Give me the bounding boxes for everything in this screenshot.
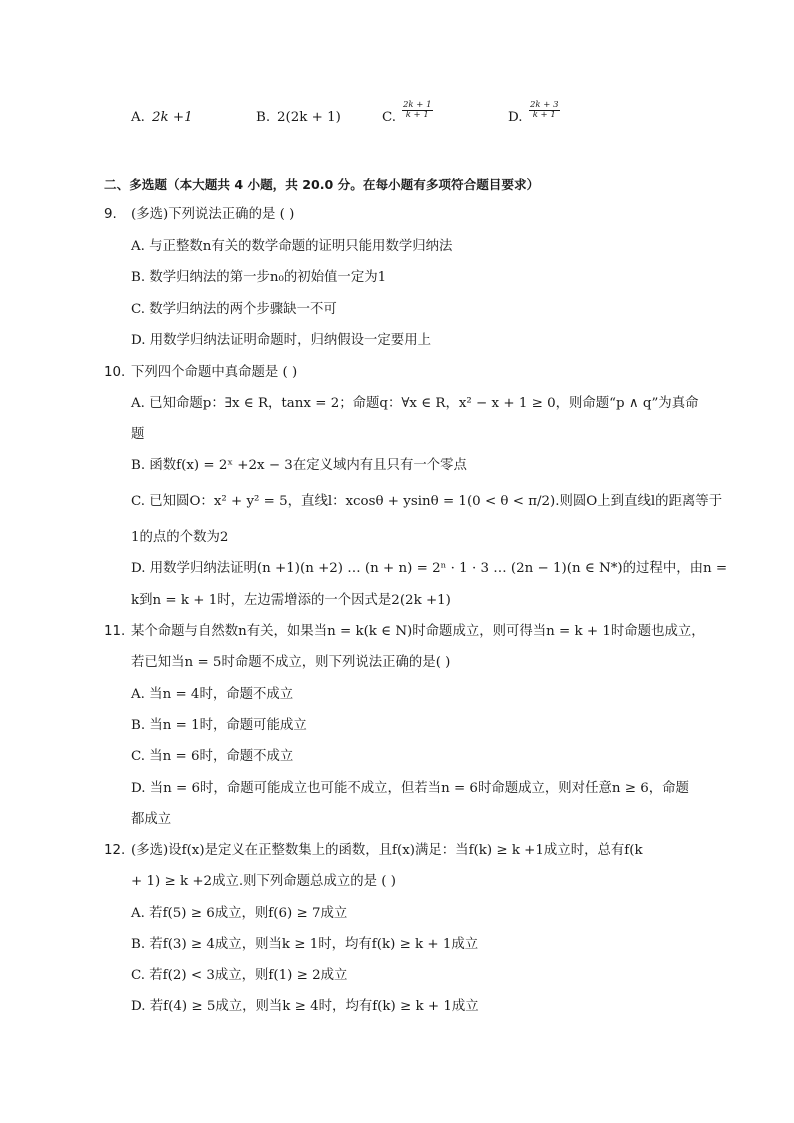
option-b: B. 若f(3) ≥ 4成立，则当k ≥ 1时，均有f(k) ≥ k + 1成立 xyxy=(131,937,479,952)
option-c: C. 若f(2) < 3成立，则f(1) ≥ 2成立 xyxy=(131,968,348,983)
option-b: B. 当n = 1时，命题可能成立 xyxy=(131,718,307,733)
option-c: C. 已知圆O：x² + y² = 5，直线l：xcosθ + ysinθ = 1(0 < θ < π/2).则圆O上到直线l的距离等于 xyxy=(131,494,723,509)
prev-option-d-numerator: 2k + 3 xyxy=(530,100,559,110)
prev-option-c-letter: C. xyxy=(382,110,397,125)
option-a: A. 若f(5) ≥ 6成立，则f(6) ≥ 7成立 xyxy=(131,906,348,921)
option-a-continued: 题 xyxy=(131,427,145,442)
option-d-continued: k到n = k + 1时，左边需增添的一个因式是2(2k +1) xyxy=(131,593,451,608)
question-number: 10. xyxy=(104,365,126,380)
option-c: C. 当n = 6时，命题不成立 xyxy=(131,749,294,764)
question-number: 12. xyxy=(104,843,126,858)
option-b: B. 函数f(x) = 2ˣ +2x − 3在定义域内有且只有一个零点 xyxy=(131,458,467,473)
question-stem: (多选)下列说法正确的是 ( ) xyxy=(131,207,295,222)
option-a: A. 当n = 4时，命题不成立 xyxy=(131,687,294,702)
prev-option-d-denominator: k + 1 xyxy=(532,110,556,120)
option-d: D. 用数学归纳法证明命题时，归纳假设一定要用上 xyxy=(131,333,431,348)
question-stem-continued: + 1) ≥ k +2成立.则下列命题总成立的是 ( ) xyxy=(131,874,396,889)
prev-option-c-numerator: 2k + 1 xyxy=(403,100,432,110)
prev-option-d-letter: D. xyxy=(508,110,523,125)
question-stem: 下列四个命题中真命题是 ( ) xyxy=(131,365,298,380)
option-c: C. 数学归纳法的两个步骤缺一不可 xyxy=(131,302,337,317)
option-d: D. 用数学归纳法证明(n +1)(n +2) … (n + n) = 2ⁿ · 1 · 3 … (2n − 1)(n ∈ N*)的过程中，由n = xyxy=(131,561,728,576)
prev-option-d-fraction xyxy=(529,101,560,120)
option-d-continued: 都成立 xyxy=(131,812,172,827)
option-a: A. 与正整数n有关的数学命题的证明只能用数学归纳法 xyxy=(131,239,453,254)
prev-option-b-text: 2(2k + 1) xyxy=(277,110,341,125)
option-a: A. 已知命题p：∃x ∈ R，tanx = 2；命题q：∀x ∈ R，x² − x + 1 ≥ 0，则命题“p ∧ q”为真命 xyxy=(131,396,699,411)
question-stem: 某个命题与自然数n有关，如果当n = k(k ∈ N)时命题成立，则可得当n = k + 1时命题也成立， xyxy=(131,624,705,639)
question-stem-continued: 若已知当n = 5时命题不成立，则下列说法正确的是( ) xyxy=(131,655,451,670)
option-d: D. 若f(4) ≥ 5成立，则当k ≥ 4时，均有f(k) ≥ k + 1成立 xyxy=(131,999,479,1014)
prev-option-a-letter: A. xyxy=(131,110,145,125)
option-c-continued: 1的点的个数为2 xyxy=(131,530,229,545)
section-header: 二、多选题（本大题共 4 小题，共 20.0 分。在每小题有多项符合题目要求） xyxy=(104,177,540,192)
question-number: 9. xyxy=(104,207,117,222)
question-number: 11. xyxy=(104,624,126,639)
prev-option-c-fraction xyxy=(402,101,433,120)
question-stem: (多选)设f(x)是定义在正整数集上的函数，且f(x)满足：当f(k) ≥ k +1成立时，总有f(k xyxy=(131,843,643,858)
prev-option-c-denominator: k + 1 xyxy=(405,110,429,120)
option-b: B. 数学归纳法的第一步n₀的初始值一定为1 xyxy=(131,270,387,285)
option-d: D. 当n = 6时，命题可能成立也可能不成立，但若当n = 6时命题成立，则对任意n ≥ 6，命题 xyxy=(131,781,689,796)
prev-option-a-text: 2k +1 xyxy=(152,110,193,125)
prev-option-b-letter: B. xyxy=(256,110,271,125)
